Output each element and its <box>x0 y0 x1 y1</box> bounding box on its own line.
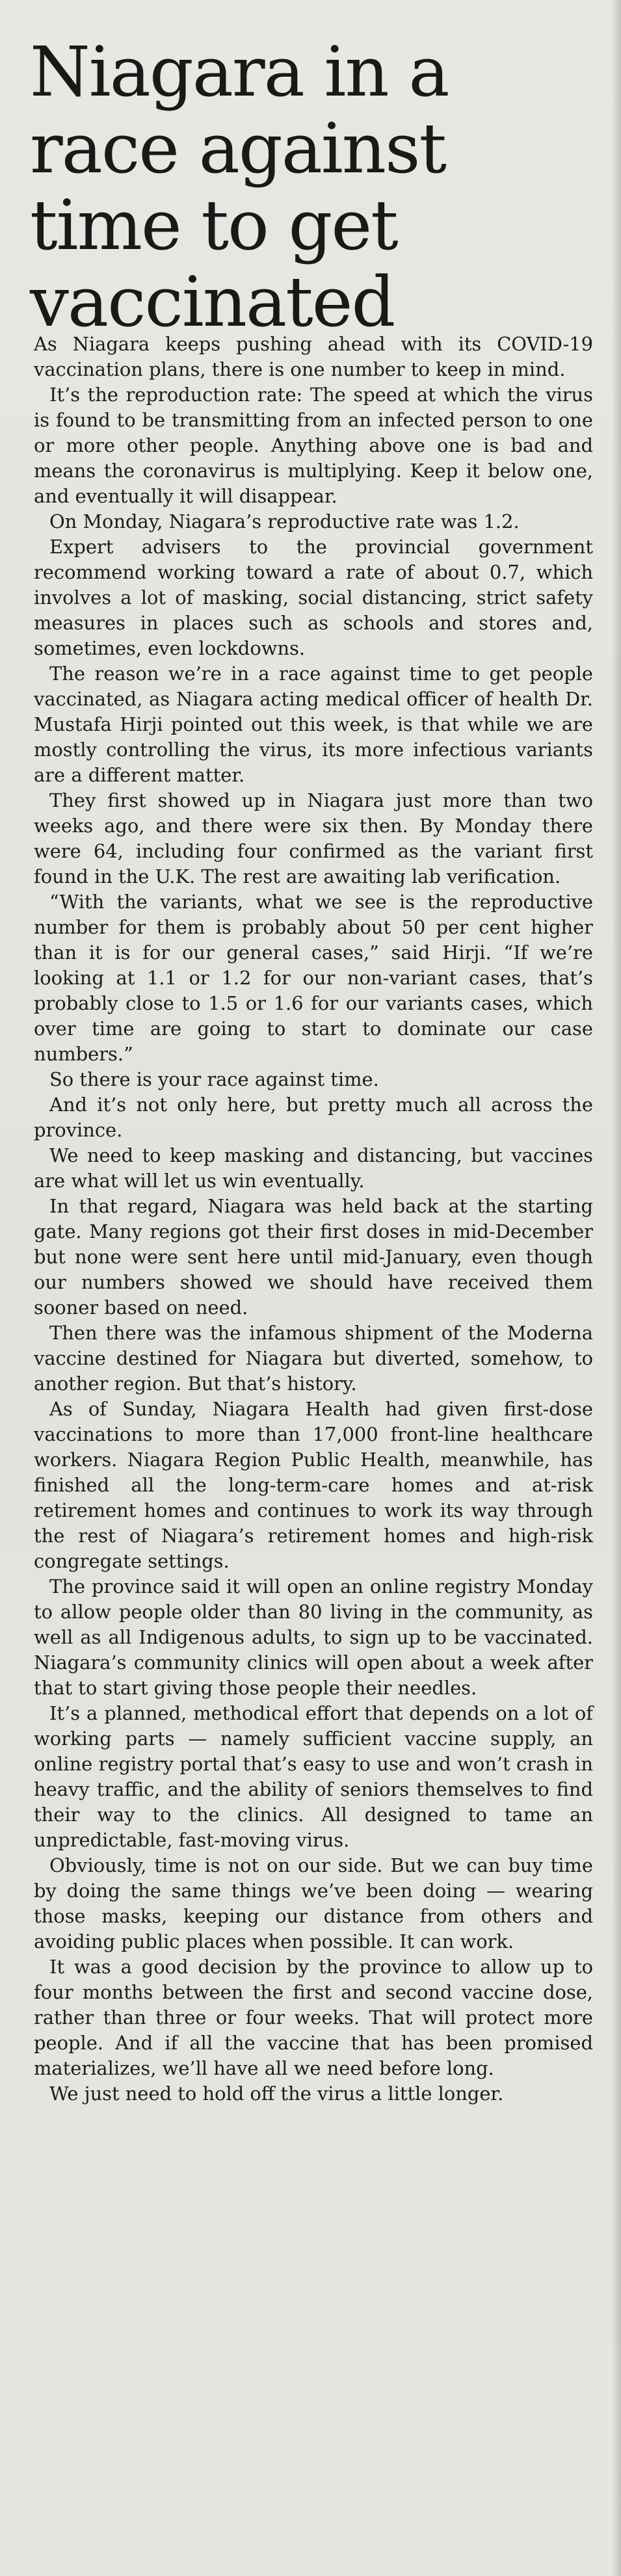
article-paragraph: It was a good decision by the province to allow up to four months between the first and second vaccine dose, rather than three or four weeks. That will protect more people. And if all the vaccine that has been promised materializes, we’ll have all we need before long. <box>34 1956 593 2079</box>
article-paragraph: It’s a planned, methodical effort that depends on a lot of working parts — namely sufficient vaccine supply, an online registry portal that’s easy to use and won’t crash in heavy traffic, and the ability of seniors themselves to find their way to the clinics. All designed to tame an unpredictable, fast-moving virus. <box>34 1702 593 1851</box>
article-paragraph: “With the variants, what we see is the reproductive number for them is probably about 50 per cent higher than it is for our general cases,” said Hirji. “If we’re looking at 1.1 or 1.2 for our non-variant cases, that’s probably close to 1.5 or 1.6 for our variants cases, which over time are going to start to dominate our case numbers.” <box>34 891 593 1065</box>
article-paragraph: In that regard, Niagara was held back at the starting gate. Many regions got their first doses in mid-December but none were sent here until mid-January, even though our numbers showed we should have received them sooner based on need. <box>34 1195 593 1319</box>
article-paragraph: As of Sunday, Niagara Health had given first-dose vaccinations to more than 17,000 front-line healthcare workers. Niagara Region Public Health, meanwhile, has finished all the long-term-care homes and at-risk retirement homes and continues to work its way through the rest of Niagara’s retirement homes and high-risk congregate settings. <box>34 1398 593 1572</box>
article-body <box>34 332 593 2107</box>
article-paragraph: Obviously, time is not on our side. But we can buy time by doing the same things we’ve been doing — wearing those masks, keeping our distance from others and avoiding public places when possible. It can work. <box>34 1854 593 1952</box>
article-paragraph: We just need to hold off the virus a little longer. <box>49 2083 504 2105</box>
article-paragraph: And it’s not only here, but pretty much all across the province. <box>34 1094 593 1141</box>
article-paragraph: They first showed up in Niagara just more than two weeks ago, and there were six then. By Monday there were 64, including four confirmed as the variant first found in the U.K. The rest are awaiting lab verification. <box>34 789 593 887</box>
article-paragraph: It’s the reproduction rate: The speed at which the virus is found to be transmitting from an infected person to one or more other people. Anything above one is bad and means the coronavirus is multiplying. Keep it below one, and eventually it will disappear. <box>34 384 593 507</box>
article-paragraph: So there is your race against time. <box>49 1068 379 1090</box>
article-paragraph: Expert advisers to the provincial government recommend working toward a rate of about 0.7, which involves a lot of masking, social distancing, strict safety measures in places such as schools and stores and, sometimes, even lockdowns. <box>34 536 593 659</box>
article-paragraph: As Niagara keeps pushing ahead with its COVID-19 vaccination plans, there is one number to keep in mind. <box>34 333 593 380</box>
article-paragraph: The reason we’re in a race against time to get people vaccinated, as Niagara acting medical officer of health Dr. Mustafa Hirji pointed out this week, is that while we are mostly controlling the virus, its more infectious variants are a different matter. <box>34 663 593 786</box>
article-paragraph: We need to keep masking and distancing, but vaccines are what will let us win eventually. <box>34 1144 593 1192</box>
article-paragraph: The province said it will open an online registry Monday to allow people older than 80 living in the community, as well as all Indigenous adults, to sign up to be vaccinated. Niagara’s community clinics will open about a week after that to start giving those people their needles. <box>34 1575 593 1699</box>
article-headline: Niagara in a race against time to get vaccinated <box>30 32 449 342</box>
article-paragraph: On Monday, Niagara’s reproductive rate was 1.2. <box>49 510 520 532</box>
page-edge-shadow <box>612 0 621 2576</box>
article-paragraph: Then there was the infamous shipment of the Moderna vaccine destined for Niagara but diverted, somehow, to another region. But that’s history. <box>34 1322 593 1395</box>
